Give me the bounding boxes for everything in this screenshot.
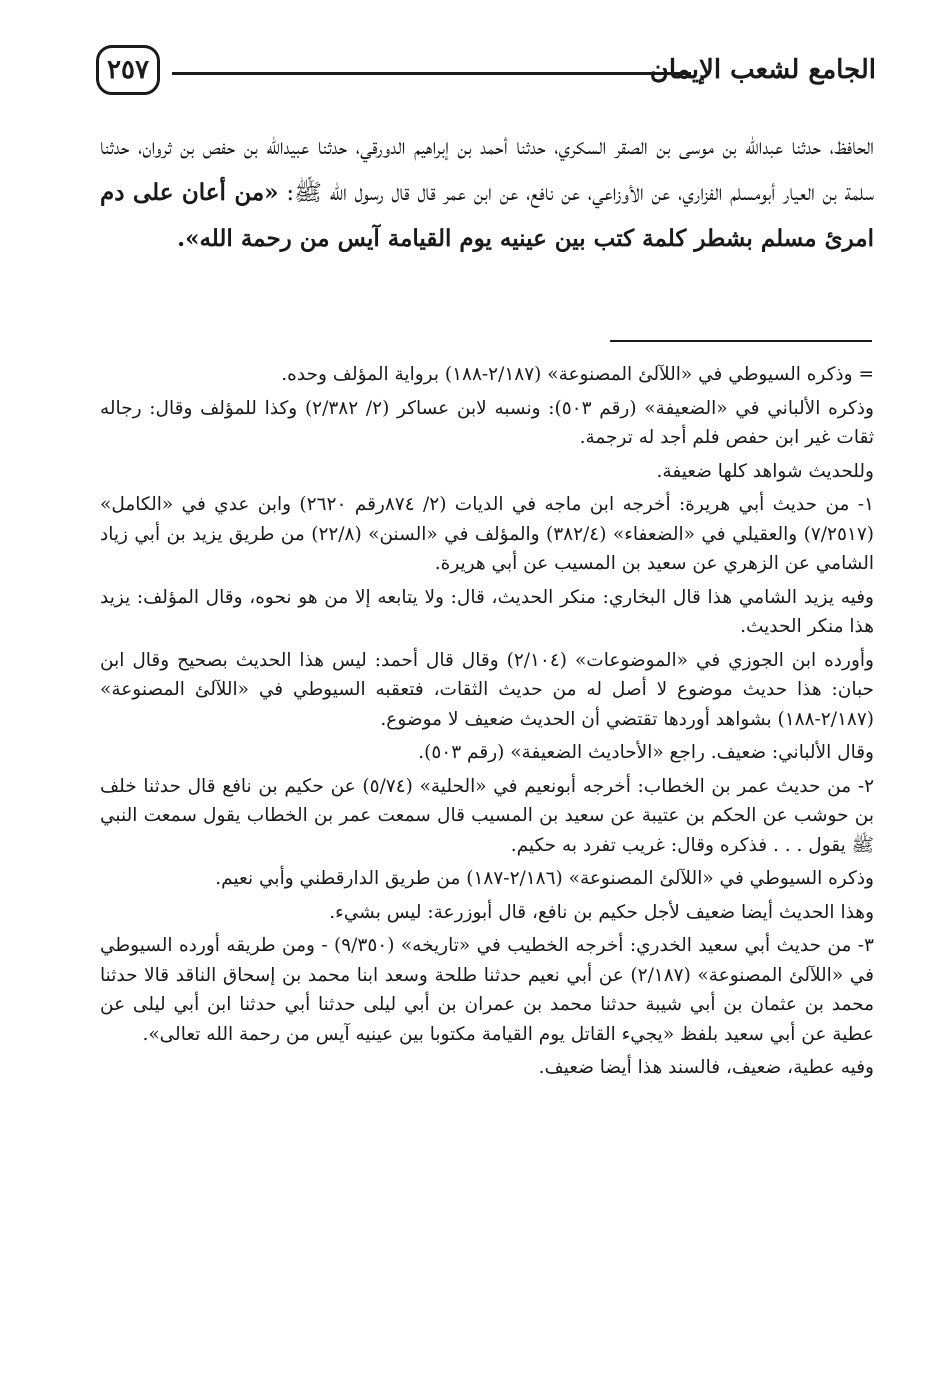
main-text [100, 124, 874, 262]
footnote-paragraph: وفيه يزيد الشامي هذا قال البخاري: منكر الحديث، قال: ولا يتابعه إلا من هو نحوه، وقال المؤلف: يزيد هذا منكر الحديث. [100, 586, 874, 637]
footnote-paragraph: وفيه عطية، ضعيف، فالسند هذا أيضا ضعيف. [538, 1057, 874, 1078]
footnotes [100, 360, 874, 1087]
footnote-paragraph: ٢- من حديث عمر بن الخطاب: أخرجه أبونعيم في «الحلية» (٥/٧٤) عن حكيم بن نافع قال حدثنا خلف بن حوشب عن الحكم بن عتيبة عن سعيد بن المسيب قال سمعت عمر بن الخطاب يقول سمعت النبي ﷺ يقول . . . فذكره وقال: غريب تفرد به حكيم. [100, 775, 875, 856]
page-header [96, 45, 876, 101]
footnote-divider [610, 340, 872, 342]
page-number: ٢٥٧ [96, 45, 160, 95]
footnote-paragraph: وذكره الألباني في «الضعيفة» (رقم ٥٠٣): ونسبه لابن عساكر (٢/ ٢/٣٨٢) وكذا للمؤلف وقال: رجاله ثقات غير ابن حفص فلم أجد له ترجمة. [100, 397, 874, 448]
footnote-paragraph: وذكره السيوطي في «اللآلئ المصنوعة» (٢/١٨٦-١٨٧) من طريق الدارقطني وأبي نعيم. [215, 868, 874, 889]
book-title: الجامع لشعب الإيمان [649, 55, 876, 85]
footnote-paragraph: وأورده ابن الجوزي في «الموضوعات» (٢/١٠٤) وقال قال أحمد: ليس هذا الحديث بصحيح وقال ابن حبان: هذا حديث موضوع لا أصل له من حديث الثقات، فتعقبه السيوطي في «اللآلئ المصنوعة» (٢/١٨٧-١٨٨) بشواهد أوردها تقتضي أن الحديث ضعيف لا موضوع. [100, 649, 874, 730]
footnote-paragraph: وقال الألباني: ضعيف. راجع «الأحاديث الضعيفة» (رقم ٥٠٣). [418, 742, 874, 763]
footnote-paragraph: وهذا الحديث أيضا ضعيف لأجل حكيم بن نافع، قال أبوزرعة: ليس بشيء. [329, 901, 874, 923]
footnote-paragraph: وللحديث شواهد كلها ضعيفة. [656, 460, 874, 482]
header-rule [172, 72, 691, 75]
hadith-chain: الحافظ، حدثنا عبدالله بن موسى بن الصقر السكري، حدثنا أحمد بن إبراهيم الدورقي، حدثنا عبيدالله بن حفص بن ثروان، حدثنا سلمة بن العيار أبومسلم الفزاري، عن الأوزاعي، عن نافع، عن ابن عمر قال قال رسول الله ﷺ: [100, 134, 874, 206]
footnote-paragraph: ٣- من حديث أبي سعيد الخدري: أخرجه الخطيب في «تاريخه» (٩/٣٥٠) - ومن طريقه أورده السيوطي في «اللآلئ المصنوعة» (٢/١٨٧) عن أبي نعيم حدثنا طلحة وسعد ابنا محمد بن إسحاق الناقد قالا حدثنا محمد بن عثمان بن أبي شيبة حدثنا محمد بن عمران بن أبي ليلى حدثنا أبي حدثنا ابن أبي ليلى عن عطية عن أبي سعيد بلفظ «يجيء القاتل يوم القيامة مكتوبا بين عينيه آيس من رحمة الله تعالى». [100, 935, 874, 1045]
hadith-text: «من أعان على دم امرئ مسلم بشطر كلمة كتب بين عينيه يوم القيامة آيس من رحمة الله». [100, 179, 874, 252]
footnote-paragraph: = وذكره السيوطي في «اللآلئ المصنوعة» (٢/١٨٧-١٨٨) برواية المؤلف وحده. [281, 364, 874, 385]
footnote-paragraph: ١- من حديث أبي هريرة: أخرجه ابن ماجه في الديات (٢/ ٨٧٤رقم ٢٦٢٠) وابن عدي في «الكامل» (٧/٢٥١٧) والعقيلي في «الضعفاء» (٣٨٢/٤) والمؤلف في «السنن» (٢٢/٨) من طريق يزيد بن أبي زياد الشامي عن الزهري عن سعيد بن المسيب عن أبي هريرة. [100, 494, 874, 574]
